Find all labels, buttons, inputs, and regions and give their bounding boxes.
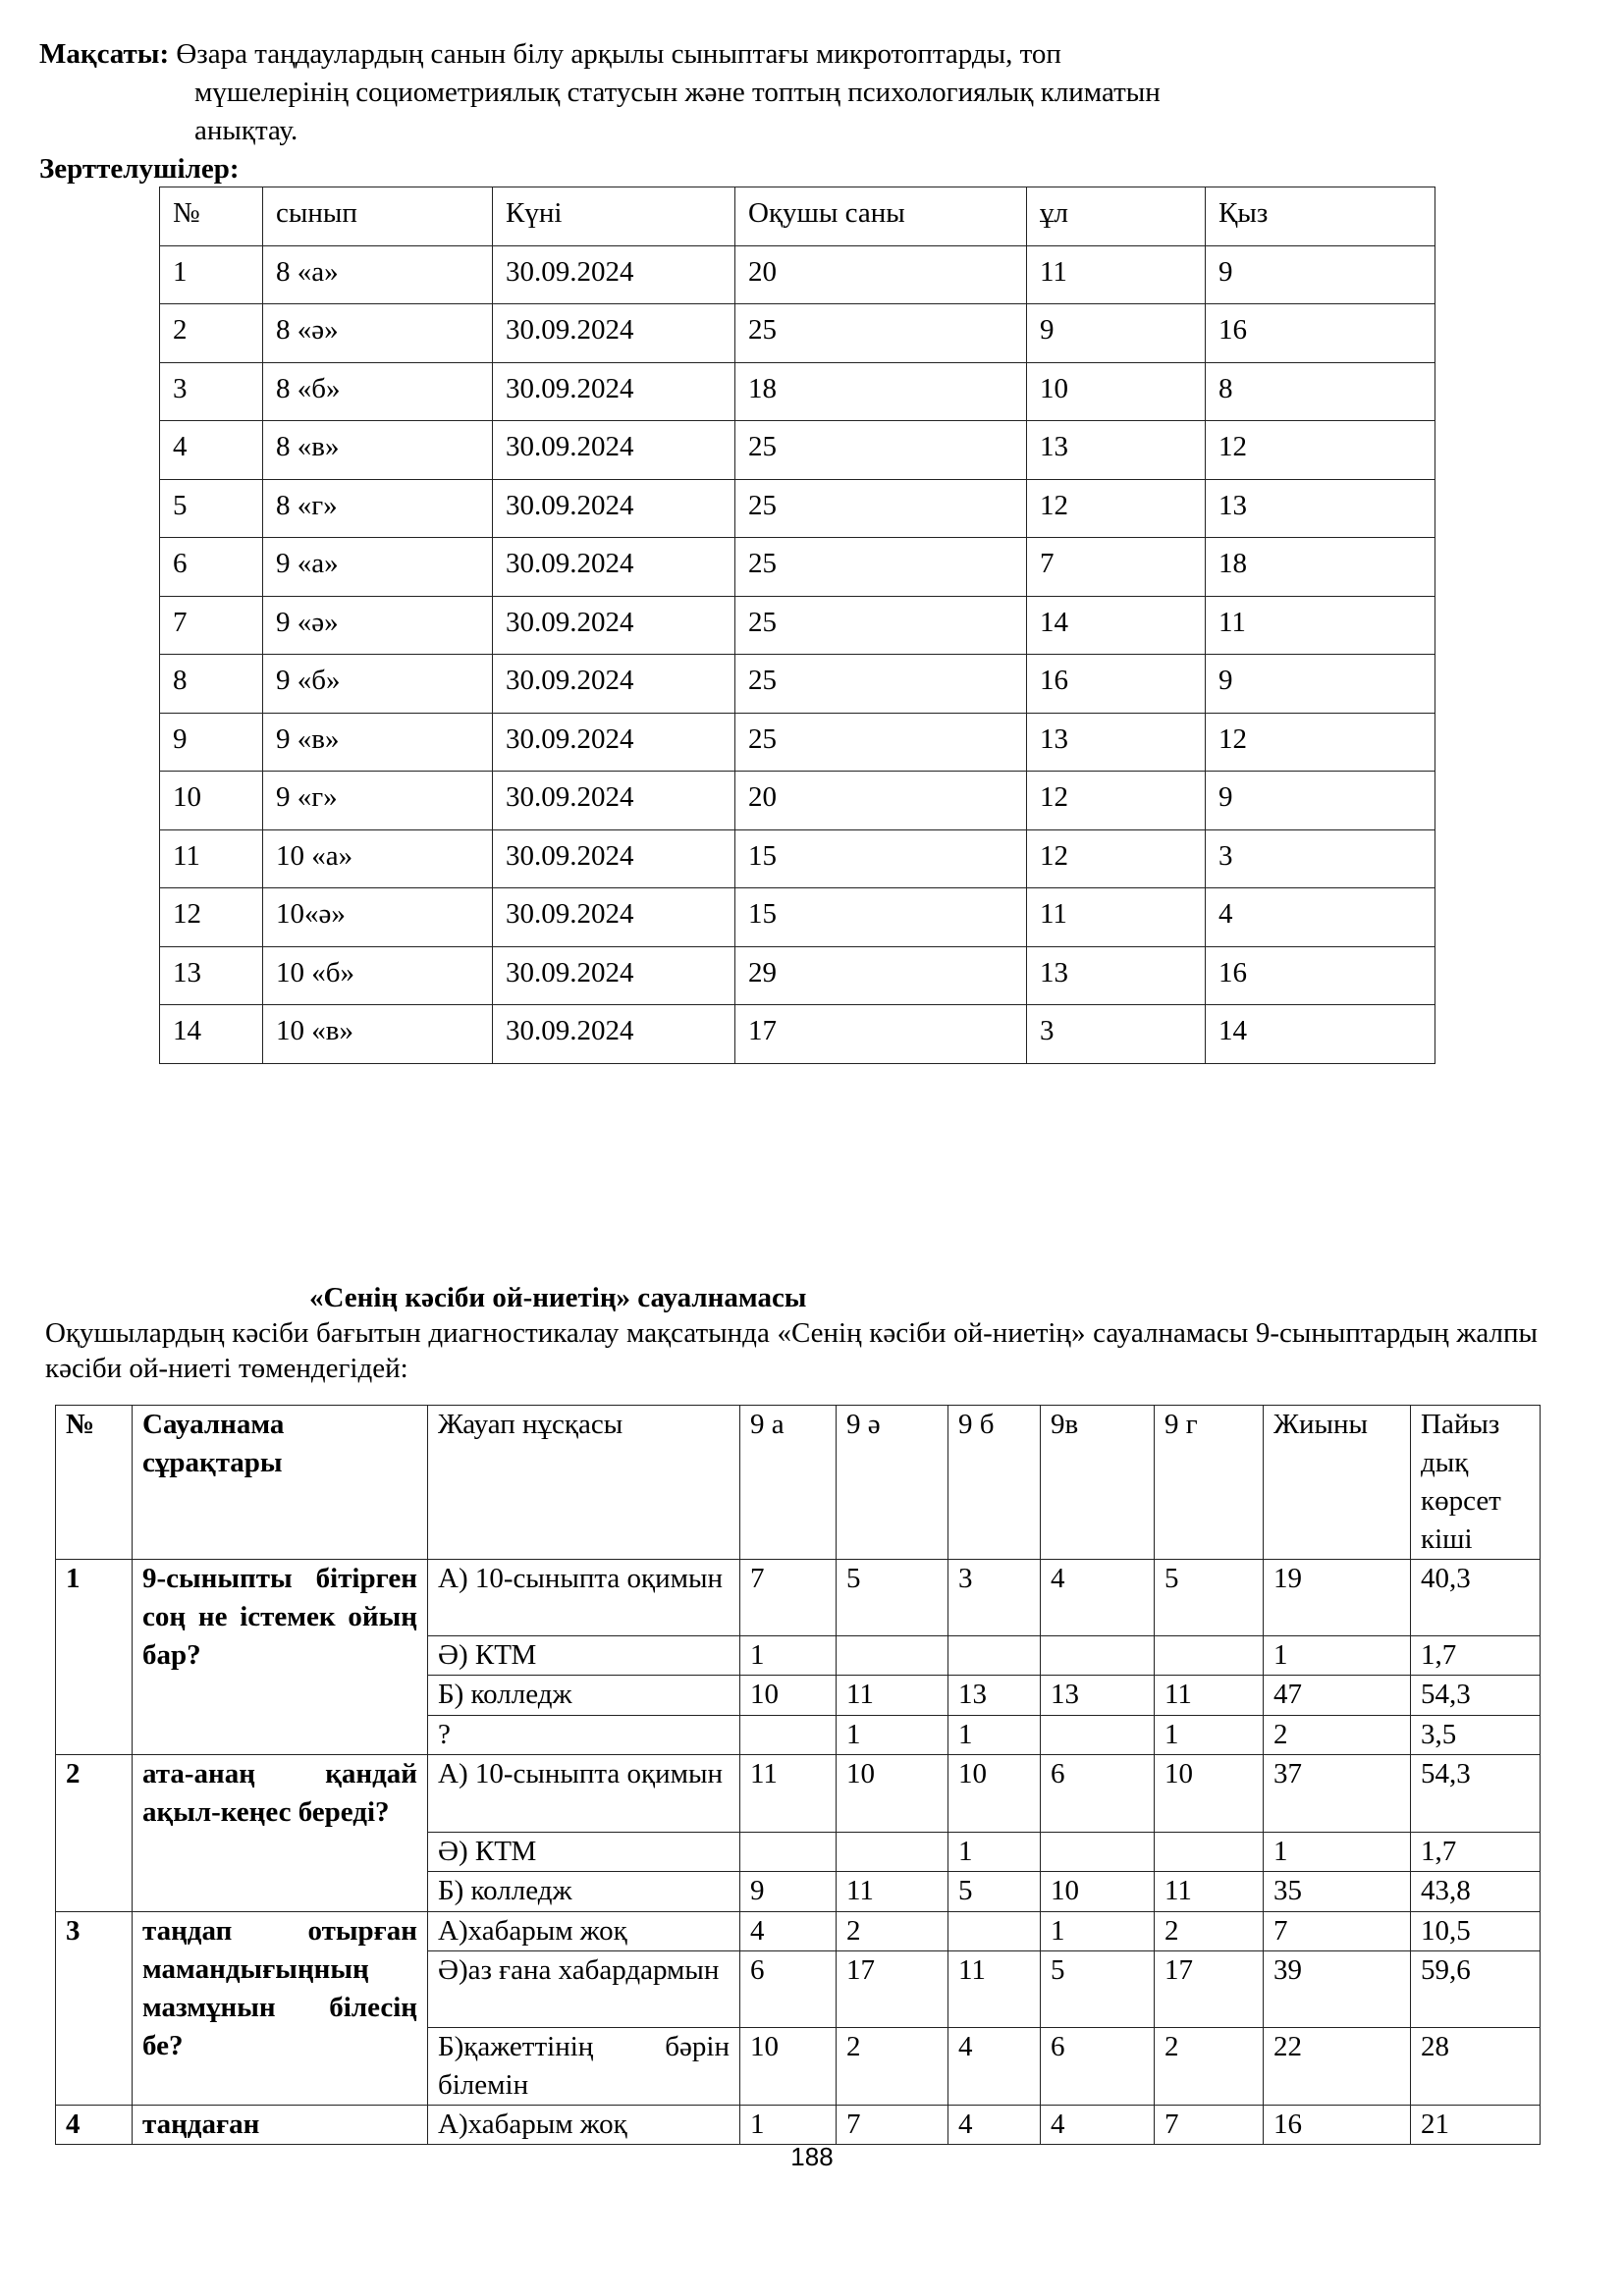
table-cell: 9 «г» [263, 772, 493, 830]
table-cell: 8 «а» [263, 245, 493, 304]
table-cell: 18 [1206, 538, 1435, 597]
table-cell: 12 [160, 888, 263, 947]
header-line: кіші [1421, 1523, 1473, 1555]
table-cell: 3 [160, 362, 263, 421]
column-header: ұл [1027, 187, 1206, 246]
value-cell: 4 [948, 2106, 1041, 2145]
table-cell: 30.09.2024 [493, 1005, 735, 1064]
table-cell: 25 [735, 655, 1027, 714]
value-cell: 1 [1041, 1912, 1155, 1951]
table-cell: 9 [1206, 655, 1435, 714]
column-header: Жауап нұсқасы [428, 1406, 740, 1560]
table-cell: 13 [160, 946, 263, 1005]
table-header-row [160, 187, 1435, 246]
table-cell: 25 [735, 479, 1027, 538]
table-row [56, 1912, 1541, 1951]
table-cell: 25 [735, 421, 1027, 480]
table-cell: 8 «г» [263, 479, 493, 538]
answer-option: А)хабарым жоқ [428, 2106, 740, 2145]
value-cell [837, 1833, 948, 1872]
column-header: Оқушы саны [735, 187, 1027, 246]
table-cell: 30.09.2024 [493, 888, 735, 947]
table-cell: 10 [1027, 362, 1206, 421]
table-row [160, 362, 1435, 421]
value-cell: 7 [1155, 2106, 1264, 2145]
value-cell: 54,3 [1411, 1755, 1541, 1833]
value-cell [837, 1636, 948, 1676]
table-cell: 16 [1206, 946, 1435, 1005]
column-header: Күні [493, 187, 735, 246]
table-row [56, 1755, 1541, 1833]
table-cell: 15 [735, 888, 1027, 947]
answer-option: Ә) КТМ [428, 1636, 740, 1676]
question-text: таңдап отырған мамандығыңның мазмұнын білесің бе? [133, 1912, 428, 2106]
value-cell: 54,3 [1411, 1676, 1541, 1716]
table-cell: 11 [160, 829, 263, 888]
value-cell: 10 [837, 1755, 948, 1833]
question-number: 4 [56, 2106, 133, 2145]
answer-option: Б) колледж [428, 1676, 740, 1716]
answer-option: Ә)аз ғана хабардармын [428, 1951, 740, 2028]
goal-line-3: анықтау. [194, 115, 298, 146]
value-cell: 2 [1155, 2028, 1264, 2106]
value-cell: 47 [1264, 1676, 1411, 1716]
answer-option: ? [428, 1716, 740, 1755]
value-cell: 59,6 [1411, 1951, 1541, 2028]
table-cell: 12 [1027, 479, 1206, 538]
table-cell: 11 [1027, 888, 1206, 947]
column-header: Жиыны [1264, 1406, 1411, 1560]
table-cell: 14 [1206, 1005, 1435, 1064]
value-cell: 4 [948, 2028, 1041, 2106]
value-cell: 11 [948, 1951, 1041, 2028]
value-cell: 22 [1264, 2028, 1411, 2106]
survey-description: Оқушылардың кәсіби бағытын диагностикалау мақсатында «Сенің кәсіби ой-ниетің» сауалнамасы 9-сыныптардың жалпы кәсіби ой-ниеті төмендегідей: [45, 1317, 1538, 1384]
table-row [160, 713, 1435, 772]
value-cell: 7 [837, 2106, 948, 2145]
value-cell: 37 [1264, 1755, 1411, 1833]
header-line: Пайыз [1421, 1409, 1500, 1440]
question-text: 9-сыныпты бітірген соң не істемек ойың бар? [133, 1560, 428, 1755]
value-cell: 40,3 [1411, 1560, 1541, 1636]
value-cell: 28 [1411, 2028, 1541, 2106]
table-row [160, 946, 1435, 1005]
table-header-row [56, 1406, 1541, 1560]
value-cell: 11 [837, 1676, 948, 1716]
table-row [160, 772, 1435, 830]
goal-label: Мақсаты: [39, 38, 170, 70]
table-cell: 9 [1206, 245, 1435, 304]
column-header: 9 б [948, 1406, 1041, 1560]
table-cell: 25 [735, 304, 1027, 363]
table-row [160, 888, 1435, 947]
value-cell: 2 [837, 2028, 948, 2106]
survey-results-table [55, 1405, 1541, 2145]
value-cell [740, 1716, 837, 1755]
table-cell: 25 [735, 538, 1027, 597]
table-cell: 12 [1027, 829, 1206, 888]
value-cell: 10 [1155, 1755, 1264, 1833]
value-cell: 5 [948, 1872, 1041, 1912]
table-row [160, 655, 1435, 714]
column-header-percentage [1411, 1406, 1541, 1560]
value-cell: 1 [1264, 1636, 1411, 1676]
column-header: Сауалнама сұрақтары [133, 1406, 428, 1560]
table-cell: 17 [735, 1005, 1027, 1064]
answer-option: Б) колледж [428, 1872, 740, 1912]
table-row [56, 2106, 1541, 2145]
value-cell [948, 1912, 1041, 1951]
value-cell: 1,7 [1411, 1833, 1541, 1872]
goal-paragraph [39, 35, 1414, 150]
table-cell: 9 «в» [263, 713, 493, 772]
value-cell: 10,5 [1411, 1912, 1541, 1951]
table-cell: 9 «а» [263, 538, 493, 597]
value-cell: 10 [1041, 1872, 1155, 1912]
table-cell: 9 [1027, 304, 1206, 363]
table-cell: 30.09.2024 [493, 538, 735, 597]
value-cell: 5 [1041, 1951, 1155, 2028]
value-cell [1155, 1636, 1264, 1676]
table-cell: 30.09.2024 [493, 304, 735, 363]
answer-option: А) 10-сыныпта оқимын [428, 1755, 740, 1833]
table-cell: 7 [160, 596, 263, 655]
subjects-label: Зерттелушілер: [39, 153, 240, 185]
goal-line-1: Өзара таңдаулардың санын білу арқылы сыныптағы микротоптарды, топ [176, 38, 1061, 70]
table-cell: 3 [1206, 829, 1435, 888]
table-cell: 9 [1206, 772, 1435, 830]
column-header: Қыз [1206, 187, 1435, 246]
question-number: 3 [56, 1912, 133, 2106]
value-cell [1041, 1716, 1155, 1755]
table-cell: 16 [1027, 655, 1206, 714]
table-cell: 10 «в» [263, 1005, 493, 1064]
table-cell: 8 [1206, 362, 1435, 421]
table-row [160, 421, 1435, 480]
value-cell [1041, 1833, 1155, 1872]
value-cell: 11 [740, 1755, 837, 1833]
table-cell: 1 [160, 245, 263, 304]
value-cell: 9 [740, 1872, 837, 1912]
question-number: 1 [56, 1560, 133, 1755]
value-cell: 10 [740, 1676, 837, 1716]
answer-option: А) 10-сыныпта оқимын [428, 1560, 740, 1636]
value-cell: 11 [1155, 1676, 1264, 1716]
table-cell: 30.09.2024 [493, 479, 735, 538]
table-cell: 13 [1206, 479, 1435, 538]
value-cell: 21 [1411, 2106, 1541, 2145]
table-cell: 13 [1027, 713, 1206, 772]
value-cell: 43,8 [1411, 1872, 1541, 1912]
value-cell: 13 [948, 1676, 1041, 1716]
column-header: 9 ә [837, 1406, 948, 1560]
value-cell: 11 [1155, 1872, 1264, 1912]
table-row [160, 245, 1435, 304]
table-cell: 30.09.2024 [493, 829, 735, 888]
table-cell: 13 [1027, 946, 1206, 1005]
value-cell: 39 [1264, 1951, 1411, 2028]
table-cell: 30.09.2024 [493, 362, 735, 421]
column-header: 9в [1041, 1406, 1155, 1560]
answer-option: Ә) КТМ [428, 1833, 740, 1872]
survey-title: «Сенің кәсіби ой-ниетің» сауалнамасы [309, 1282, 807, 1313]
table-cell: 2 [160, 304, 263, 363]
value-cell: 1 [1264, 1833, 1411, 1872]
value-cell: 1 [1155, 1716, 1264, 1755]
value-cell: 2 [837, 1912, 948, 1951]
value-cell: 4 [1041, 2106, 1155, 2145]
table-row [160, 304, 1435, 363]
value-cell: 1 [948, 1833, 1041, 1872]
table-cell: 20 [735, 772, 1027, 830]
value-cell: 7 [740, 1560, 837, 1636]
page-number: 188 [790, 2142, 834, 2171]
table-cell: 30.09.2024 [493, 772, 735, 830]
table-cell: 14 [1027, 596, 1206, 655]
table-cell: 8 «в» [263, 421, 493, 480]
header-line: көрсет [1421, 1485, 1501, 1517]
subjects-table [159, 187, 1435, 1064]
question-text: ата-анаң қандай ақыл-кеңес береді? [133, 1755, 428, 1912]
table-cell: 20 [735, 245, 1027, 304]
table-cell: 30.09.2024 [493, 655, 735, 714]
table-cell: 13 [1027, 421, 1206, 480]
table-cell: 7 [1027, 538, 1206, 597]
table-cell: 10 «а» [263, 829, 493, 888]
value-cell: 11 [837, 1872, 948, 1912]
table-cell: 8 [160, 655, 263, 714]
table-cell: 11 [1206, 596, 1435, 655]
column-header: 9 г [1155, 1406, 1264, 1560]
table-cell: 29 [735, 946, 1027, 1005]
value-cell: 7 [1264, 1912, 1411, 1951]
column-header: № [160, 187, 263, 246]
value-cell: 16 [1264, 2106, 1411, 2145]
table-row [160, 596, 1435, 655]
answer-option: А)хабарым жоқ [428, 1912, 740, 1951]
value-cell: 13 [1041, 1676, 1155, 1716]
table-row [56, 1560, 1541, 1636]
value-cell: 5 [837, 1560, 948, 1636]
table-cell: 30.09.2024 [493, 421, 735, 480]
table-cell: 14 [160, 1005, 263, 1064]
table-cell: 12 [1206, 421, 1435, 480]
value-cell [1155, 1833, 1264, 1872]
value-cell [1041, 1636, 1155, 1676]
table-cell: 11 [1027, 245, 1206, 304]
value-cell: 10 [740, 2028, 837, 2106]
value-cell [948, 1636, 1041, 1676]
table-cell: 9 «ә» [263, 596, 493, 655]
answer-option: Б)қажеттінің бәрін білемін [428, 2028, 740, 2106]
value-cell: 19 [1264, 1560, 1411, 1636]
value-cell: 2 [1155, 1912, 1264, 1951]
table-row [160, 1005, 1435, 1064]
value-cell: 1 [948, 1716, 1041, 1755]
table-cell: 30.09.2024 [493, 245, 735, 304]
table-row [160, 538, 1435, 597]
table-cell: 15 [735, 829, 1027, 888]
value-cell: 6 [1041, 2028, 1155, 2106]
table-cell: 8 «ә» [263, 304, 493, 363]
value-cell: 17 [837, 1951, 948, 2028]
value-cell: 2 [1264, 1716, 1411, 1755]
table-cell: 12 [1027, 772, 1206, 830]
table-cell: 9 «б» [263, 655, 493, 714]
table-cell: 8 «б» [263, 362, 493, 421]
table-cell: 10 «б» [263, 946, 493, 1005]
table-cell: 16 [1206, 304, 1435, 363]
table-row [160, 479, 1435, 538]
value-cell: 3,5 [1411, 1716, 1541, 1755]
table-cell: 5 [160, 479, 263, 538]
value-cell [740, 1833, 837, 1872]
column-header: 9 а [740, 1406, 837, 1560]
value-cell: 1 [740, 2106, 837, 2145]
table-cell: 30.09.2024 [493, 946, 735, 1005]
table-cell: 18 [735, 362, 1027, 421]
column-header: сынып [263, 187, 493, 246]
table-cell: 30.09.2024 [493, 713, 735, 772]
table-cell: 12 [1206, 713, 1435, 772]
question-number: 2 [56, 1755, 133, 1912]
goal-line-2: мүшелерінің социометриялық статусын және топтың психологиялық климатын [194, 77, 1161, 108]
table-cell: 10«ә» [263, 888, 493, 947]
value-cell: 17 [1155, 1951, 1264, 2028]
table-cell: 4 [160, 421, 263, 480]
table-cell: 30.09.2024 [493, 596, 735, 655]
value-cell: 5 [1155, 1560, 1264, 1636]
value-cell: 10 [948, 1755, 1041, 1833]
value-cell: 6 [740, 1951, 837, 2028]
value-cell: 1 [740, 1636, 837, 1676]
value-cell: 35 [1264, 1872, 1411, 1912]
table-cell: 10 [160, 772, 263, 830]
value-cell: 4 [740, 1912, 837, 1951]
table-row [160, 829, 1435, 888]
table-cell: 3 [1027, 1005, 1206, 1064]
value-cell: 3 [948, 1560, 1041, 1636]
question-text: таңдаған [133, 2106, 428, 2145]
column-header: № [56, 1406, 133, 1560]
value-cell: 1 [837, 1716, 948, 1755]
value-cell: 4 [1041, 1560, 1155, 1636]
table-cell: 6 [160, 538, 263, 597]
table-cell: 25 [735, 713, 1027, 772]
header-line: дық [1421, 1447, 1469, 1478]
table-cell: 4 [1206, 888, 1435, 947]
table-cell: 25 [735, 596, 1027, 655]
value-cell: 6 [1041, 1755, 1155, 1833]
value-cell: 1,7 [1411, 1636, 1541, 1676]
table-cell: 9 [160, 713, 263, 772]
